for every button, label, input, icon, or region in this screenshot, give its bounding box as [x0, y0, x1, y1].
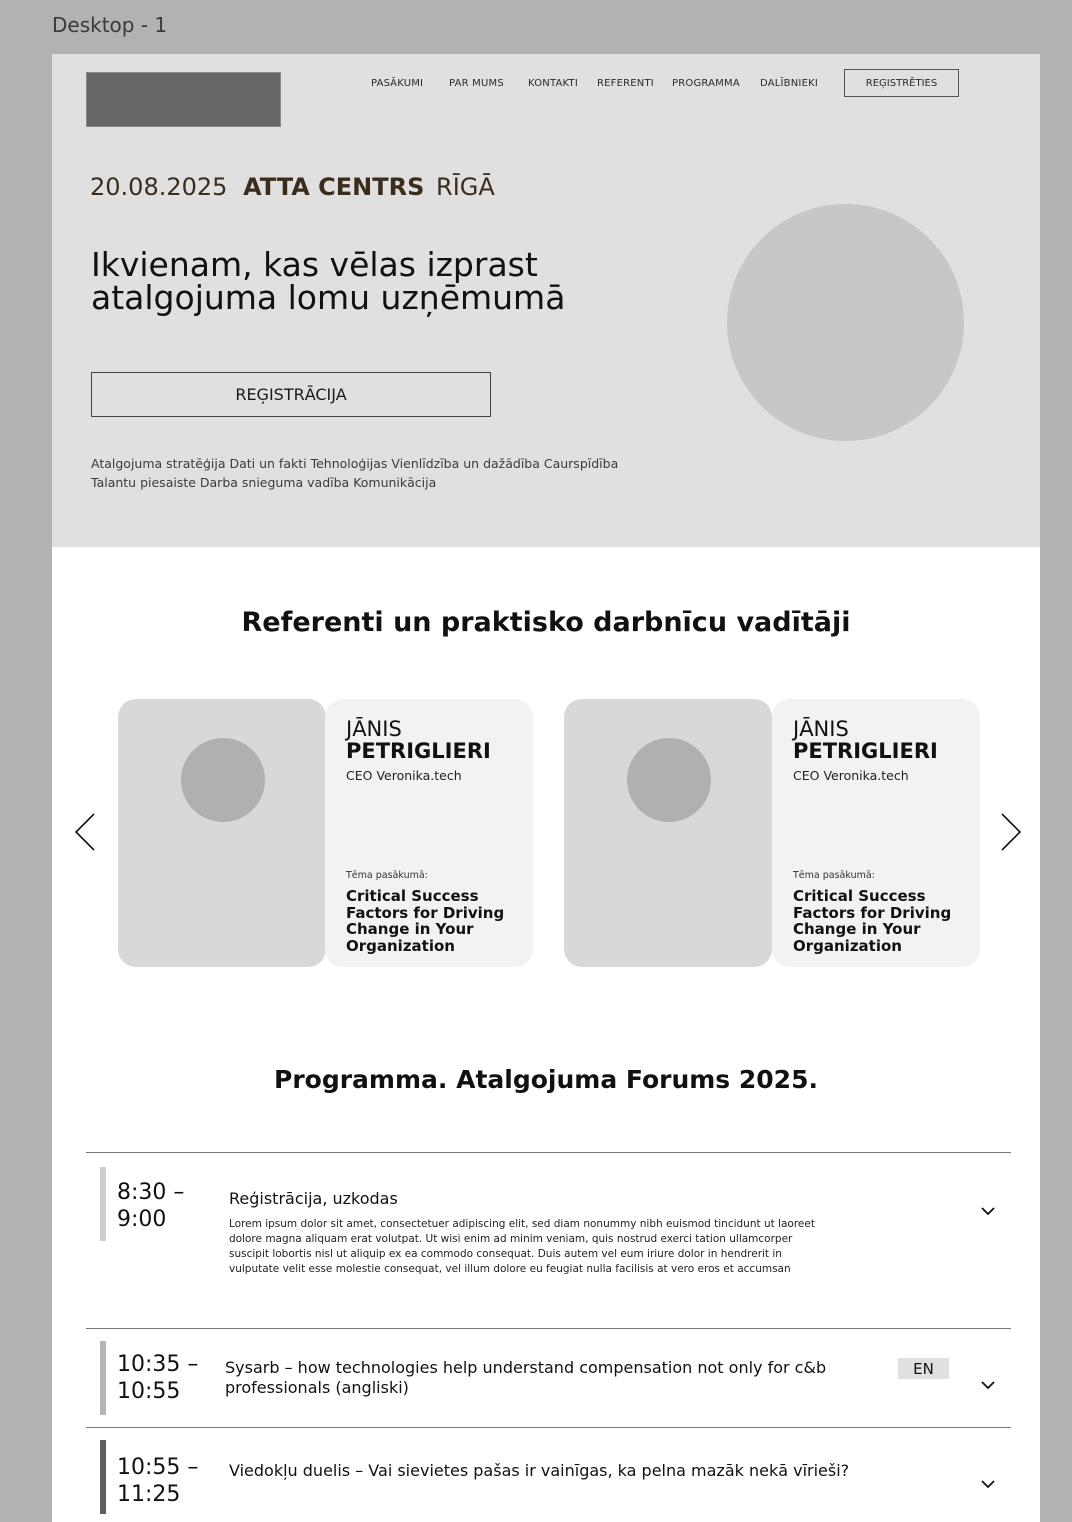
divider	[86, 1152, 1011, 1153]
session-title: Reģistrācija, uzkodas	[229, 1189, 398, 1208]
chevron-right-icon[interactable]	[998, 812, 1024, 852]
hero-topics: Atalgojuma stratēģija Dati un fakti Tehnoloģijas Vienlīdzība un dažādība Caurspīdība Talantu piesaiste Darba snieguma vadība Komunikācija	[91, 456, 619, 490]
speaker-topic: Critical Success Factors for Driving Change in Your Organization	[346, 887, 505, 955]
hero-section	[52, 54, 1040, 547]
chevron-down-icon[interactable]	[980, 1206, 996, 1216]
speaker-role: CEO Veronika.tech	[793, 768, 909, 783]
hero-image-placeholder	[727, 204, 964, 441]
session-time-bar	[100, 1440, 106, 1514]
chevron-down-icon[interactable]	[980, 1479, 996, 1489]
divider	[86, 1328, 1011, 1329]
session-description: Lorem ipsum dolor sit amet, consectetuer adipiscing elit, sed diam nonummy nibh euismod tincidunt ut laoreet dolore magna aliquam erat volutpat. Ut wisi enim ad minim veniam, quis nostrud exerci tation ullamcorper suscipit lobortis nisl ut aliquip ex ea commodo consequat. Duis autem vel eum iriure dolor in hendrerit in vulputate velit esse molestie consequat, vel illum dolore eu feugiat nulla facilisis at vero eros et accumsan	[229, 1218, 815, 1275]
registration-cta-button[interactable]: REĢISTRĀCIJA	[91, 372, 491, 417]
speaker-topic: Critical Success Factors for Driving Change in Your Organization	[793, 887, 952, 955]
chevron-left-icon[interactable]	[72, 812, 98, 852]
register-button[interactable]: REĢISTRĒTIES	[844, 69, 959, 97]
speaker-first-name: JĀNIS	[793, 717, 849, 741]
divider	[86, 1427, 1011, 1428]
session-title: Sysarb – how technologies help understand compensation not only for c&b professionals (angliski)	[225, 1358, 827, 1397]
event-date-venue	[90, 173, 495, 201]
speaker-photo	[118, 699, 326, 967]
speaker-avatar	[181, 738, 265, 822]
hero-headline: Ikvienam, kas vēlas izprast atalgojuma lomu uzņēmumā	[91, 245, 566, 317]
event-city: RĪGĀ	[436, 173, 495, 201]
speakers-title: Referenti un praktisko darbnīcu vadītāji	[241, 607, 851, 638]
event-venue: ATTA CENTRS	[243, 173, 425, 201]
program-title: Programma. Atalgojuma Forums 2025.	[274, 1065, 818, 1094]
nav-item-about[interactable]: PAR MUMS	[449, 78, 504, 89]
nav-item-contacts[interactable]: KONTAKTI	[528, 78, 578, 89]
frame-label: Desktop - 1	[52, 13, 168, 37]
speaker-avatar	[627, 738, 711, 822]
session-time: 10:35 – 10:55	[117, 1352, 199, 1404]
speaker-card[interactable]	[325, 699, 533, 967]
nav-item-program[interactable]: PROGRAMMA	[672, 78, 740, 89]
chevron-down-icon[interactable]	[980, 1380, 996, 1390]
speaker-topic-label: Tēma pasākumā:	[346, 870, 428, 881]
session-time-bar	[100, 1341, 106, 1415]
session-title: Viedokļu duelis – Vai sievietes pašas ir vainīgas, ka pelna mazāk nekā vīrieši?	[229, 1461, 850, 1480]
speaker-card[interactable]	[772, 699, 980, 967]
speaker-role: CEO Veronika.tech	[346, 768, 462, 783]
speaker-last-name: PETRIGLIERI	[346, 739, 491, 763]
session-time: 10:55 – 11:25	[117, 1455, 199, 1507]
speaker-photo	[564, 699, 772, 967]
session-time-bar	[100, 1167, 106, 1241]
nav-item-events[interactable]: PASĀKUMI	[371, 78, 424, 89]
session-time: 8:30 – 9:00	[117, 1180, 185, 1232]
nav-item-speakers[interactable]: REFERENTI	[597, 78, 654, 89]
speaker-first-name: JĀNIS	[346, 717, 402, 741]
event-date: 20.08.2025	[90, 173, 228, 201]
page	[52, 54, 1040, 1522]
language-badge: EN	[898, 1358, 949, 1379]
nav-item-participants[interactable]: DALĪBNIEKI	[760, 78, 819, 89]
speaker-last-name: PETRIGLIERI	[793, 739, 938, 763]
speaker-topic-label: Tēma pasākumā:	[793, 870, 875, 881]
